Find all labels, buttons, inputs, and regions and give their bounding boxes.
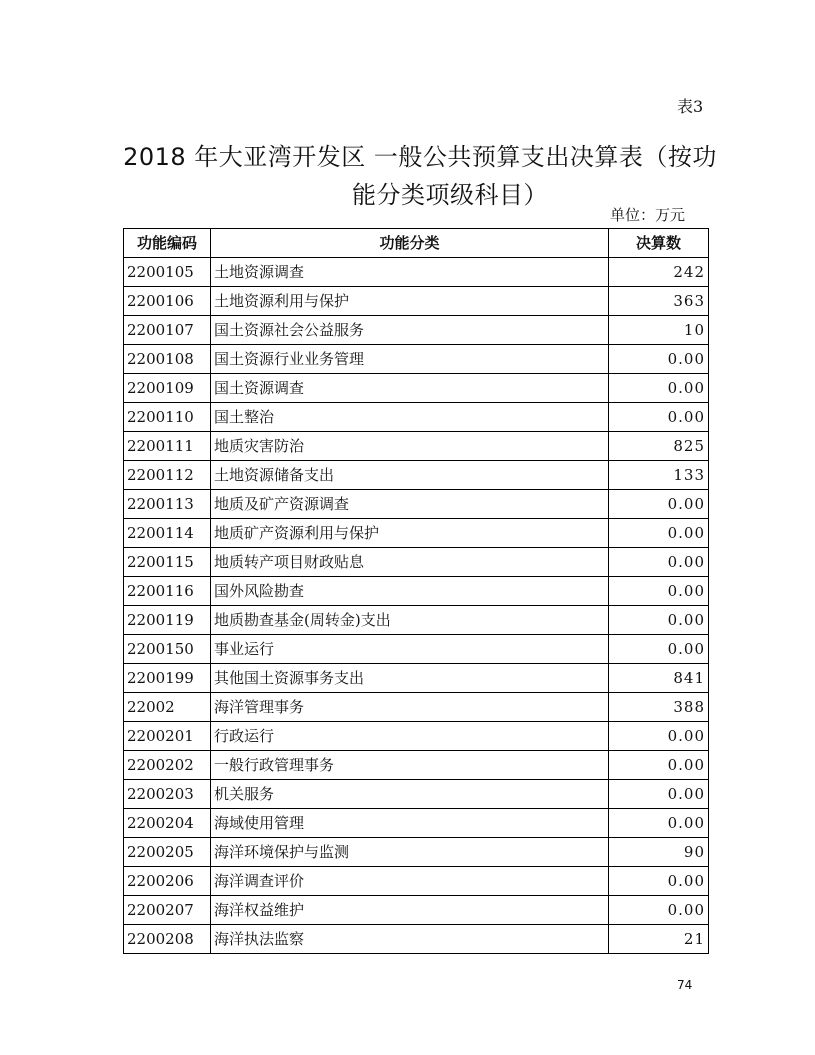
cell-amount: 0.00 bbox=[609, 519, 709, 548]
cell-amount: 0.00 bbox=[609, 606, 709, 635]
table-row bbox=[124, 519, 709, 548]
cell-code: 2200113 bbox=[124, 490, 211, 519]
cell-code: 2200119 bbox=[124, 606, 211, 635]
cell-name: 其他国土资源事务支出 bbox=[211, 664, 609, 693]
table-row bbox=[124, 809, 709, 838]
cell-code: 2200115 bbox=[124, 548, 211, 577]
cell-code: 2200208 bbox=[124, 925, 211, 954]
cell-name: 海域使用管理 bbox=[211, 809, 609, 838]
table-row bbox=[124, 693, 709, 722]
table-row bbox=[124, 838, 709, 867]
unit-label: 单位：万元 bbox=[610, 206, 686, 224]
table-row bbox=[124, 345, 709, 374]
table-header-row bbox=[124, 229, 709, 258]
table-row bbox=[124, 374, 709, 403]
cell-amount: 825 bbox=[609, 432, 709, 461]
cell-amount: 0.00 bbox=[609, 722, 709, 751]
cell-code: 2200111 bbox=[124, 432, 211, 461]
cell-amount: 90 bbox=[609, 838, 709, 867]
table-row bbox=[124, 867, 709, 896]
cell-name: 海洋调查评价 bbox=[211, 867, 609, 896]
cell-amount: 0.00 bbox=[609, 780, 709, 809]
cell-name: 机关服务 bbox=[211, 780, 609, 809]
cell-name: 地质勘查基金(周转金)支出 bbox=[211, 606, 609, 635]
page-title bbox=[120, 138, 720, 214]
cell-code: 2200107 bbox=[124, 316, 211, 345]
table-row bbox=[124, 577, 709, 606]
cell-name: 国土整治 bbox=[211, 403, 609, 432]
cell-amount: 242 bbox=[609, 258, 709, 287]
column-header-code: 功能编码 bbox=[124, 229, 211, 258]
cell-name: 地质灾害防治 bbox=[211, 432, 609, 461]
cell-name: 一般行政管理事务 bbox=[211, 751, 609, 780]
page-number: 74 bbox=[677, 978, 693, 992]
table-row bbox=[124, 316, 709, 345]
cell-name: 土地资源利用与保护 bbox=[211, 287, 609, 316]
table-row bbox=[124, 896, 709, 925]
table-number: 表3 bbox=[677, 97, 704, 116]
cell-name: 地质矿产资源利用与保护 bbox=[211, 519, 609, 548]
cell-name: 地质及矿产资源调查 bbox=[211, 490, 609, 519]
cell-code: 2200109 bbox=[124, 374, 211, 403]
cell-amount: 0.00 bbox=[609, 577, 709, 606]
cell-amount: 388 bbox=[609, 693, 709, 722]
cell-code: 2200206 bbox=[124, 867, 211, 896]
cell-code: 2200204 bbox=[124, 809, 211, 838]
cell-name: 国外风险勘查 bbox=[211, 577, 609, 606]
title-line-1: 2018 年大亚湾开发区 一般公共预算支出决算表（按功 bbox=[123, 143, 717, 172]
cell-code: 2200106 bbox=[124, 287, 211, 316]
cell-code: 2200105 bbox=[124, 258, 211, 287]
table-row bbox=[124, 606, 709, 635]
cell-amount: 133 bbox=[609, 461, 709, 490]
cell-code: 2200203 bbox=[124, 780, 211, 809]
cell-code: 2200201 bbox=[124, 722, 211, 751]
cell-name: 土地资源调查 bbox=[211, 258, 609, 287]
cell-name: 海洋权益维护 bbox=[211, 896, 609, 925]
cell-name: 地质转产项目财政贴息 bbox=[211, 548, 609, 577]
cell-code: 2200207 bbox=[124, 896, 211, 925]
cell-amount: 363 bbox=[609, 287, 709, 316]
cell-code: 22002 bbox=[124, 693, 211, 722]
cell-name: 土地资源储备支出 bbox=[211, 461, 609, 490]
cell-code: 2200202 bbox=[124, 751, 211, 780]
table-row bbox=[124, 664, 709, 693]
cell-amount: 0.00 bbox=[609, 490, 709, 519]
table-row bbox=[124, 287, 709, 316]
cell-code: 2200110 bbox=[124, 403, 211, 432]
table-row bbox=[124, 432, 709, 461]
cell-name: 国土资源社会公益服务 bbox=[211, 316, 609, 345]
cell-amount: 0.00 bbox=[609, 751, 709, 780]
cell-name: 国土资源调查 bbox=[211, 374, 609, 403]
table-row bbox=[124, 403, 709, 432]
cell-code: 2200112 bbox=[124, 461, 211, 490]
cell-amount: 0.00 bbox=[609, 345, 709, 374]
cell-amount: 0.00 bbox=[609, 896, 709, 925]
cell-name: 事业运行 bbox=[211, 635, 609, 664]
cell-name: 行政运行 bbox=[211, 722, 609, 751]
cell-amount: 0.00 bbox=[609, 867, 709, 896]
cell-name: 海洋环境保护与监测 bbox=[211, 838, 609, 867]
title-line-2: 能分类项级科目） bbox=[352, 181, 548, 210]
cell-amount: 10 bbox=[609, 316, 709, 345]
table-row bbox=[124, 635, 709, 664]
cell-code: 2200199 bbox=[124, 664, 211, 693]
table-row bbox=[124, 925, 709, 954]
table-row bbox=[124, 258, 709, 287]
cell-amount: 0.00 bbox=[609, 403, 709, 432]
cell-amount: 0.00 bbox=[609, 374, 709, 403]
cell-code: 2200116 bbox=[124, 577, 211, 606]
cell-name: 海洋管理事务 bbox=[211, 693, 609, 722]
table-row bbox=[124, 751, 709, 780]
cell-code: 2200205 bbox=[124, 838, 211, 867]
table-row bbox=[124, 780, 709, 809]
cell-code: 2200108 bbox=[124, 345, 211, 374]
cell-amount: 0.00 bbox=[609, 635, 709, 664]
cell-name: 海洋执法监察 bbox=[211, 925, 609, 954]
cell-amount: 0.00 bbox=[609, 548, 709, 577]
table-row bbox=[124, 548, 709, 577]
table-row bbox=[124, 722, 709, 751]
cell-code: 2200150 bbox=[124, 635, 211, 664]
cell-amount: 0.00 bbox=[609, 809, 709, 838]
cell-name: 国土资源行业业务管理 bbox=[211, 345, 609, 374]
cell-amount: 21 bbox=[609, 925, 709, 954]
column-header-amount: 决算数 bbox=[609, 229, 709, 258]
cell-code: 2200114 bbox=[124, 519, 211, 548]
table-row bbox=[124, 490, 709, 519]
column-header-name: 功能分类 bbox=[211, 229, 609, 258]
table-body bbox=[124, 258, 709, 954]
budget-table bbox=[123, 228, 709, 954]
table-row bbox=[124, 461, 709, 490]
cell-amount: 841 bbox=[609, 664, 709, 693]
